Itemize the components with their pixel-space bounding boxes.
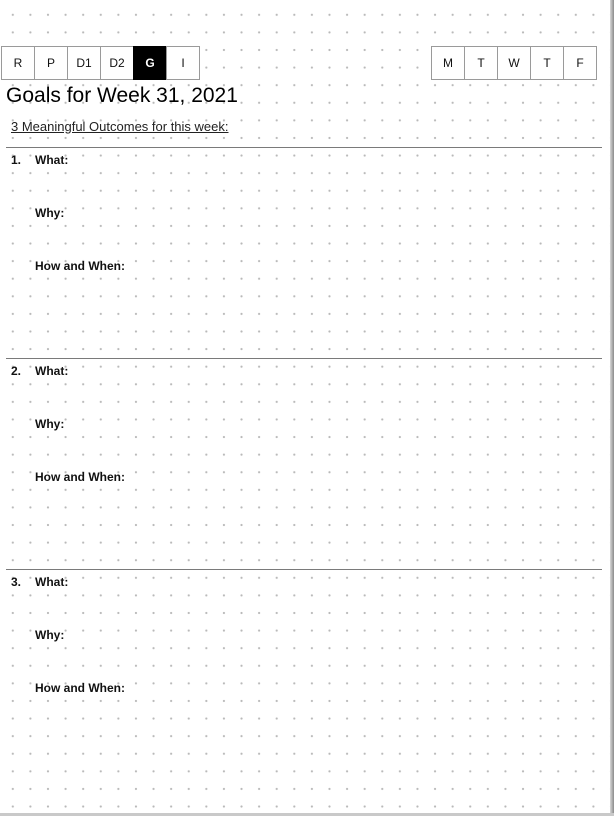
day-tab-monday[interactable]: M <box>431 46 465 80</box>
goal-divider-2 <box>6 358 602 359</box>
goal-number: 2. <box>11 364 22 378</box>
page-edge-shadow <box>610 0 614 816</box>
goal-number: 3. <box>11 575 22 589</box>
goal-how-when-label[interactable]: How and When: <box>35 259 125 273</box>
day-tabs <box>431 46 597 80</box>
section-tabs <box>1 46 200 80</box>
goal-how-when-label[interactable]: How and When: <box>35 681 125 695</box>
goal-divider-1 <box>6 147 602 148</box>
day-tab-thursday[interactable]: T <box>530 46 564 80</box>
day-tab-tuesday[interactable]: T <box>464 46 498 80</box>
page-subtitle: 3 Meaningful Outcomes for this week: <box>11 119 229 134</box>
goal-what-label[interactable]: What: <box>35 364 69 378</box>
tab-g[interactable]: G <box>133 46 167 80</box>
goal-number: 1. <box>11 153 22 167</box>
goal-what-label[interactable]: What: <box>35 153 69 167</box>
goal-divider-3 <box>6 569 602 570</box>
goal-why-label[interactable]: Why: <box>35 417 65 431</box>
day-tab-wednesday[interactable]: W <box>497 46 531 80</box>
tab-d1[interactable]: D1 <box>67 46 101 80</box>
tab-r[interactable]: R <box>1 46 35 80</box>
tab-i[interactable]: I <box>166 46 200 80</box>
goal-why-label[interactable]: Why: <box>35 206 65 220</box>
tab-d2[interactable]: D2 <box>100 46 134 80</box>
tab-p[interactable]: P <box>34 46 68 80</box>
page-title: Goals for Week 31, 2021 <box>6 84 238 107</box>
day-tab-friday[interactable]: F <box>563 46 597 80</box>
goal-how-when-label[interactable]: How and When: <box>35 470 125 484</box>
goal-what-label[interactable]: What: <box>35 575 69 589</box>
goal-why-label[interactable]: Why: <box>35 628 65 642</box>
